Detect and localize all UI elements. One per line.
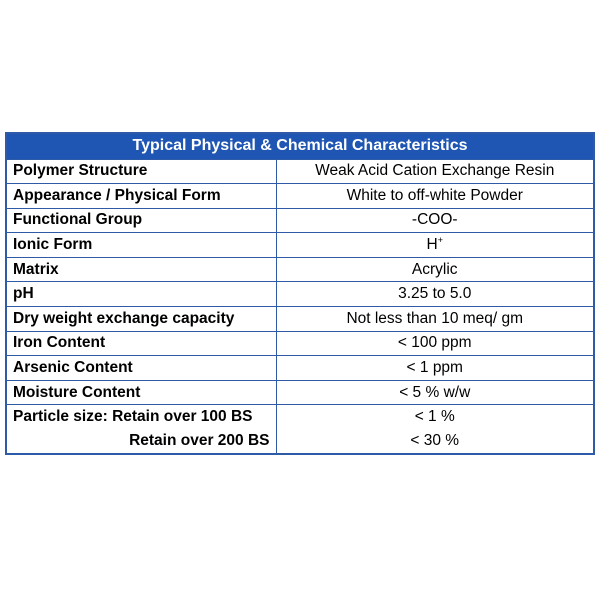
row-value-matrix: Acrylic	[276, 257, 594, 282]
row-value-arsenic-content: < 1 ppm	[276, 356, 594, 381]
table-row	[6, 331, 594, 356]
row-value-moisture-content: < 5 % w/w	[276, 380, 594, 405]
row-value-exchange-capacity: Not less than 10 meq/ gm	[276, 307, 594, 332]
table-row	[6, 282, 594, 307]
row-label-exchange-capacity: Dry weight exchange capacity	[6, 307, 276, 332]
table-row	[6, 233, 594, 258]
row-label-particle-size-200: Retain over 200 BS	[6, 430, 276, 455]
row-label-functional-group: Functional Group	[6, 208, 276, 233]
table-title: Typical Physical & Chemical Characteristics	[6, 133, 594, 159]
table-row	[6, 184, 594, 209]
row-value-ionic-form	[276, 233, 594, 258]
row-value-ph: 3.25 to 5.0	[276, 282, 594, 307]
ionic-form-charge: +	[437, 234, 443, 245]
table-row	[6, 159, 594, 184]
row-label-matrix: Matrix	[6, 257, 276, 282]
row-label-ph: pH	[6, 282, 276, 307]
table-row	[6, 307, 594, 332]
table-header-row	[6, 133, 594, 159]
row-value-polymer-structure: Weak Acid Cation Exchange Resin	[276, 159, 594, 184]
ionic-form-symbol: H	[426, 236, 438, 254]
characteristics-table	[5, 132, 595, 455]
row-label-appearance: Appearance / Physical Form	[6, 184, 276, 209]
row-label-particle-size-100: Particle size: Retain over 100 BS	[6, 405, 276, 430]
table-row	[6, 405, 594, 430]
table-row	[6, 430, 594, 455]
row-value-functional-group: -COO-	[276, 208, 594, 233]
table-row	[6, 380, 594, 405]
characteristics-table-container	[5, 132, 593, 455]
row-value-appearance: White to off-white Powder	[276, 184, 594, 209]
table-row	[6, 257, 594, 282]
row-label-moisture-content: Moisture Content	[6, 380, 276, 405]
row-value-particle-size-100: < 1 %	[276, 405, 594, 430]
row-label-ionic-form: Ionic Form	[6, 233, 276, 258]
table-row	[6, 208, 594, 233]
row-label-iron-content: Iron Content	[6, 331, 276, 356]
row-label-polymer-structure: Polymer Structure	[6, 159, 276, 184]
row-label-arsenic-content: Arsenic Content	[6, 356, 276, 381]
row-value-particle-size-200: < 30 %	[276, 430, 594, 455]
row-value-iron-content: < 100 ppm	[276, 331, 594, 356]
table-row	[6, 356, 594, 381]
